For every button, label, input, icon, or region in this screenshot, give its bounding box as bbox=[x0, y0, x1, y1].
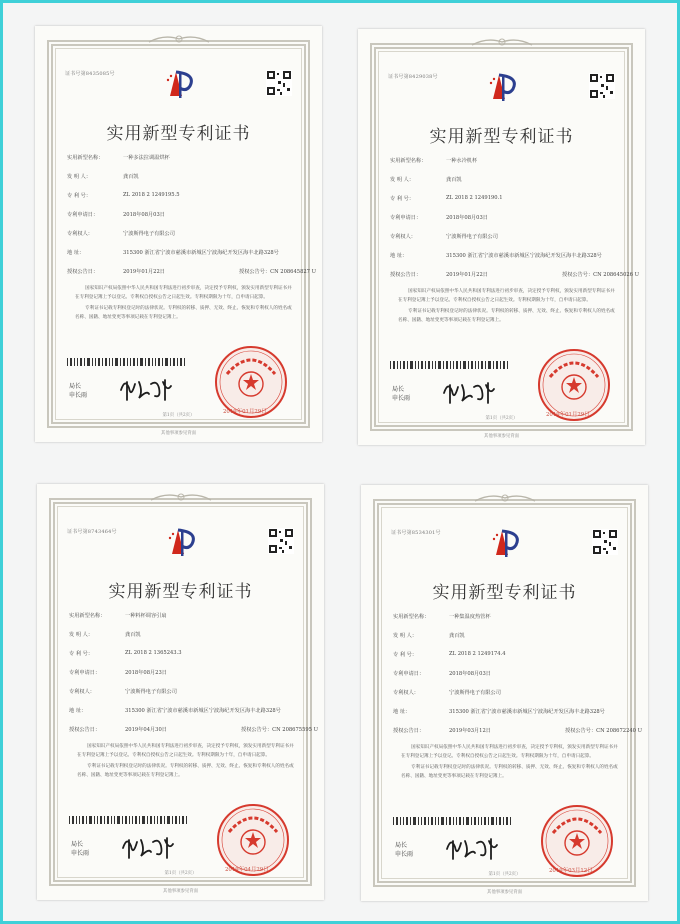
field-label: 授权公告日： bbox=[69, 727, 101, 733]
certificate-title: 实用新型专利证书 bbox=[429, 127, 574, 147]
certificate-body bbox=[75, 284, 292, 324]
patent-number-value: ZL 2018 2 1249190.1 bbox=[446, 195, 503, 201]
field-label: 专 利 号： bbox=[67, 193, 92, 199]
field-label: 授权公告日： bbox=[390, 272, 422, 278]
field-patent-no bbox=[69, 650, 298, 669]
barcode-icon bbox=[69, 816, 187, 824]
address-value: 315300 浙江省宁波市慈溪市新城区宁波海纪开发区海丰北路328号 bbox=[125, 708, 281, 714]
grant-number-value: 授权公告号：CN 208645026 U bbox=[562, 272, 640, 278]
ornament-icon bbox=[470, 491, 540, 505]
utility-model-name: 一种水冷机杯 bbox=[446, 158, 478, 164]
field-inventor bbox=[67, 173, 296, 192]
page-number: 第1页（共2页） bbox=[488, 872, 521, 877]
seal-date: 2019年01月29日 bbox=[546, 412, 590, 418]
holder-value: 宁波斯得电子有限公司 bbox=[446, 234, 498, 240]
field-holder bbox=[390, 233, 619, 252]
barcode-icon bbox=[390, 361, 508, 369]
patent-office-logo-icon bbox=[485, 69, 523, 105]
field-list bbox=[67, 154, 317, 287]
field-label: 实用新型名称： bbox=[390, 158, 427, 164]
director-block bbox=[69, 382, 87, 400]
filing-date-value: 2018年08月03日 bbox=[449, 671, 491, 677]
field-label: 地 址： bbox=[393, 709, 411, 715]
field-list bbox=[390, 157, 640, 290]
body-paragraph: 专利证书记载专利权登记时的法律状况。专利权的转移、质押、无效、终止、恢复和专利权人的姓名或名称、国籍、地址变更等事项记载在专利登记簿上。 bbox=[398, 309, 615, 323]
patent-office-logo-icon bbox=[164, 524, 202, 560]
field-label: 实用新型名称： bbox=[67, 155, 104, 161]
certificate-number: 证书号第8429038号 bbox=[388, 74, 438, 80]
address-value: 315300 浙江省宁波市慈溪市新城区宁波海纪开发区海丰北路328号 bbox=[446, 253, 602, 259]
field-list bbox=[393, 613, 643, 746]
filing-date-value: 2018年08月03日 bbox=[123, 212, 165, 218]
ornament-icon bbox=[467, 35, 537, 49]
director-block bbox=[392, 385, 410, 403]
field-label: 授权公告日： bbox=[393, 728, 425, 734]
field-label: 专利权人： bbox=[67, 231, 93, 237]
footer-note: 其他事项参见背面 bbox=[160, 431, 197, 436]
utility-model-name: 一种集温度热管杯 bbox=[449, 614, 491, 620]
signature-icon bbox=[440, 375, 498, 407]
field-label: 发 明 人： bbox=[393, 633, 418, 639]
field-label: 专利申请日： bbox=[67, 212, 99, 218]
field-label: 授权公告日： bbox=[67, 269, 99, 275]
signature-icon bbox=[443, 831, 501, 863]
certificate-title: 实用新型专利证书 bbox=[432, 583, 577, 603]
field-label: 专利权人： bbox=[69, 689, 95, 695]
grant-date-value: 2019年04月30日 bbox=[125, 727, 167, 733]
address-value: 315300 浙江省宁波市慈溪市新城区宁波海纪开发区海丰北路328号 bbox=[449, 709, 605, 715]
body-paragraph: 国家知识产权局依照中华人民共和国专利法进行初步审查，决定授予专利权，颁发实用新型专利证书并在专利登记簿上予以登记。专利权自授权公告之日起生效。专利权期限为十年，自申请日起算。 bbox=[77, 744, 294, 758]
patent-office-logo-icon bbox=[162, 66, 200, 102]
field-holder bbox=[67, 230, 296, 249]
footer-note: 其他事项参见背面 bbox=[486, 890, 523, 895]
director-name: 申长雨 bbox=[71, 850, 90, 857]
field-name bbox=[393, 613, 622, 632]
field-label: 实用新型名称： bbox=[69, 613, 106, 619]
ornament-icon bbox=[146, 490, 216, 504]
field-holder bbox=[393, 689, 622, 708]
filing-date-value: 2018年08月03日 bbox=[446, 215, 488, 221]
field-label: 专利权人： bbox=[393, 690, 419, 696]
field-filing-date bbox=[393, 670, 622, 689]
grant-date-value: 2019年01月22日 bbox=[123, 269, 165, 275]
field-address bbox=[393, 708, 622, 727]
page-number: 第1页（共2页） bbox=[162, 413, 195, 418]
seal-date: 2019年04月29日 bbox=[225, 867, 269, 873]
certificate-number: 证书号第8435085号 bbox=[65, 71, 115, 77]
patent-number-value: ZL 2018 2 1249195.5 bbox=[123, 192, 180, 198]
grant-number-value: 授权公告号：CN 208672240 U bbox=[565, 728, 643, 734]
patent-number-value: ZL 2018 2 1365243.3 bbox=[125, 650, 182, 656]
director-name: 申长雨 bbox=[392, 395, 411, 402]
field-label: 专 利 号： bbox=[390, 196, 415, 202]
signature-icon bbox=[117, 372, 175, 404]
page-number: 第1页（共2页） bbox=[485, 416, 518, 421]
field-address bbox=[69, 707, 298, 726]
certificate-title: 实用新型专利证书 bbox=[108, 582, 253, 602]
ornament-icon bbox=[144, 32, 214, 46]
field-name bbox=[69, 612, 298, 631]
director-label: 局长 bbox=[71, 841, 84, 848]
certificate-body bbox=[398, 287, 615, 327]
field-patent-no bbox=[393, 651, 622, 670]
director-name: 申长雨 bbox=[69, 392, 88, 399]
field-label: 专 利 号： bbox=[393, 652, 418, 658]
director-label: 局长 bbox=[392, 386, 405, 393]
patent-number-value: ZL 2018 2 1249174.4 bbox=[449, 651, 506, 657]
field-patent-no bbox=[67, 192, 296, 211]
body-paragraph: 专利证书记载专利权登记时的法律状况。专利权的转移、质押、无效、终止、恢复和专利权人的姓名或名称、国籍、地址变更等事项记载在专利登记簿上。 bbox=[75, 306, 292, 320]
patent-office-logo-icon bbox=[488, 525, 526, 561]
field-inventor bbox=[390, 176, 619, 195]
body-paragraph: 专利证书记载专利权登记时的法律状况。专利权的转移、质押、无效、终止、恢复和专利权人的姓名或名称、国籍、地址变更等事项记载在专利登记簿上。 bbox=[401, 765, 618, 779]
field-label: 专 利 号： bbox=[69, 651, 94, 657]
signature-icon bbox=[119, 830, 177, 862]
body-paragraph: 国家知识产权局依照中华人民共和国专利法进行初步审查，决定授予专利权，颁发实用新型专利证书并在专利登记簿上予以登记。专利权自授权公告之日起生效。专利权期限为十年，自申请日起算。 bbox=[75, 286, 292, 300]
field-label: 地 址： bbox=[69, 708, 87, 714]
field-label: 专利权人： bbox=[390, 234, 416, 240]
barcode-icon bbox=[393, 817, 511, 825]
qr-code-icon bbox=[268, 528, 294, 554]
field-label: 发 明 人： bbox=[390, 177, 415, 183]
field-address bbox=[67, 249, 296, 268]
field-label: 实用新型名称： bbox=[393, 614, 430, 620]
field-filing-date bbox=[67, 211, 296, 230]
grant-number-value: 授权公告号：CN 208645827 U bbox=[239, 269, 317, 275]
seal-date: 2019年03月12日 bbox=[549, 868, 593, 874]
grant-date-value: 2019年01月22日 bbox=[446, 272, 488, 278]
field-list bbox=[69, 612, 319, 745]
field-holder bbox=[69, 688, 298, 707]
seal-date: 2019年01月29日 bbox=[223, 409, 267, 415]
director-block bbox=[395, 841, 413, 859]
page-number: 第1页（共2页） bbox=[164, 871, 197, 876]
grant-date-value: 2019年03月12日 bbox=[449, 728, 491, 734]
patent-certificate bbox=[37, 484, 324, 900]
field-label: 专利申请日： bbox=[393, 671, 425, 677]
director-label: 局长 bbox=[395, 842, 408, 849]
director-block bbox=[71, 840, 89, 858]
field-name bbox=[390, 157, 619, 176]
grant-number-value: 授权公告号：CN 208675595 U bbox=[241, 727, 319, 733]
field-address bbox=[390, 252, 619, 271]
inventor-value: 龚百凯 bbox=[123, 174, 139, 180]
footer-note: 其他事项参见背面 bbox=[162, 889, 199, 894]
qr-code-icon bbox=[266, 70, 292, 96]
field-filing-date bbox=[390, 214, 619, 233]
certificate-number: 证书号第8534301号 bbox=[391, 530, 441, 536]
field-label: 专利申请日： bbox=[390, 215, 422, 221]
body-paragraph: 国家知识产权局依照中华人民共和国专利法进行初步审查，决定授予专利权，颁发实用新型专利证书并在专利登记簿上予以登记。专利权自授权公告之日起生效。专利权期限为十年，自申请日起算。 bbox=[401, 745, 618, 759]
patent-certificate bbox=[358, 29, 645, 445]
qr-code-icon bbox=[592, 529, 618, 555]
field-name bbox=[67, 154, 296, 173]
body-paragraph: 国家知识产权局依照中华人民共和国专利法进行初步审查，决定授予专利权，颁发实用新型专利证书并在专利登记簿上予以登记。专利权自授权公告之日起生效。专利权期限为十年，自申请日起算。 bbox=[398, 289, 615, 303]
certificate-body bbox=[77, 742, 294, 782]
director-name: 申长雨 bbox=[395, 851, 414, 858]
body-paragraph: 专利证书记载专利权登记时的法律状况。专利权的转移、质押、无效、终止、恢复和专利权人的姓名或名称、国籍、地址变更等事项记载在专利登记簿上。 bbox=[77, 764, 294, 778]
barcode-icon bbox=[67, 358, 185, 366]
field-label: 地 址： bbox=[67, 250, 85, 256]
utility-model-name: 一种料杯调容引扇 bbox=[125, 613, 167, 619]
certificate-title: 实用新型专利证书 bbox=[106, 124, 251, 144]
field-label: 专利申请日： bbox=[69, 670, 101, 676]
address-value: 315300 浙江省宁波市慈溪市新城区宁波海纪开发区海丰北路328号 bbox=[123, 250, 279, 256]
field-label: 发 明 人： bbox=[69, 632, 94, 638]
inventor-value: 龚百凯 bbox=[449, 633, 465, 639]
field-filing-date bbox=[69, 669, 298, 688]
patent-certificate bbox=[35, 26, 322, 442]
field-patent-no bbox=[390, 195, 619, 214]
certificate-body bbox=[401, 743, 618, 783]
field-inventor bbox=[393, 632, 622, 651]
qr-code-icon bbox=[589, 73, 615, 99]
inventor-value: 龚百凯 bbox=[446, 177, 462, 183]
filing-date-value: 2018年08月23日 bbox=[125, 670, 167, 676]
holder-value: 宁波斯得电子有限公司 bbox=[449, 690, 501, 696]
director-label: 局长 bbox=[69, 383, 82, 390]
certificate-number: 证书号第8743464号 bbox=[67, 529, 117, 535]
utility-model-name: 一种多法拉调温烘杯 bbox=[123, 155, 170, 161]
inventor-value: 龚百凯 bbox=[125, 632, 141, 638]
patent-certificate bbox=[361, 485, 648, 901]
footer-note: 其他事项参见背面 bbox=[483, 434, 520, 439]
field-label: 地 址： bbox=[390, 253, 408, 259]
field-inventor bbox=[69, 631, 298, 650]
field-label: 发 明 人： bbox=[67, 174, 92, 180]
holder-value: 宁波斯得电子有限公司 bbox=[123, 231, 175, 237]
holder-value: 宁波斯得电子有限公司 bbox=[125, 689, 177, 695]
